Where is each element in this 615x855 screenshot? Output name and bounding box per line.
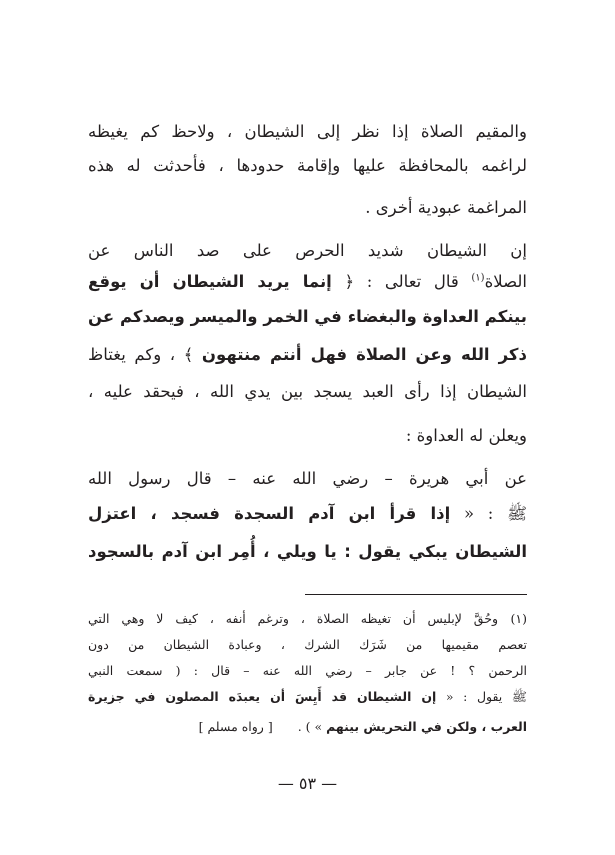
hadith-text: الشيطان يبكي يقول : يا ويلي ، أُمِر ابن آدم بالسجود <box>88 542 527 561</box>
body-line <box>88 268 527 296</box>
body-line: لراغمه بالمحافظة عليها وإقامة حدودها ، فأحدثت له هذه <box>88 156 527 175</box>
body-text: الصلاة <box>484 272 527 291</box>
quran-verse: إنما يريد الشيطان أن يوقع <box>88 272 332 291</box>
body-line: عن أبي هريرة – رضي الله عنه – قال رسول الله <box>88 469 527 488</box>
body-line: المراغمة عبودية أخرى . <box>365 198 527 217</box>
quran-verse: بينكم العداوة والبغضاء في الخمر والميسر ويصدكم عن <box>88 307 527 326</box>
body-line: والمقيم الصلاة إذا نظر إلى الشيطان ، ولاحظ كم يغيظه <box>88 122 527 141</box>
footnote-separator <box>305 594 527 595</box>
hadith-text: إن الشيطان قد أَيِسَ أن يعبدَه المصلون في جزيرة <box>88 689 437 704</box>
salawat-symbol: ﷺ <box>507 504 528 523</box>
footnote-line <box>88 608 527 630</box>
footnote-text: وحُقَّ لإبليس أن تغيظه الصلاة ، وترغم أنفه ، كيف لا وهي التي <box>88 611 498 626</box>
footnote-line: الرحمن ؟ ! عن جابر – رضي الله عنه – قال : ( سمعت النبي <box>88 663 527 678</box>
footnote-text: » ) . <box>297 719 327 734</box>
hadith-text: إذا قرأ ابن آدم السجدة فسجد ، اعتزل <box>88 504 451 523</box>
body-line: إن الشيطان شديد الحرص على صد الناس عن <box>88 241 527 260</box>
body-line: الشيطان إذا رأى العبد يسجد بين يدي الله ، فيحقد عليه ، <box>88 382 527 401</box>
hadith-text: العرب ، ولكن في التحريش بينهم <box>326 719 527 734</box>
footnote-reference: (١) <box>471 272 485 284</box>
body-line <box>88 341 527 369</box>
footnote-line <box>88 686 527 708</box>
body-text: قال تعالى : ﴿ <box>331 272 472 291</box>
body-text: : « <box>450 504 508 523</box>
salawat-symbol: ﷺ <box>511 689 527 704</box>
body-line <box>88 500 527 528</box>
hadith-source: [ رواه مسلم ] <box>198 719 273 734</box>
footnote-line: تعصم مقيميها من شَرَك الشرك ، وعبادة الشيطان من دون <box>88 637 527 652</box>
body-line: ويعلن له العداوة : <box>405 426 527 445</box>
body-text: ﴾ ، وكم يغتاظ <box>88 345 202 364</box>
quran-verse: ذكر الله وعن الصلاة فهل أنتم منتهون <box>201 345 527 364</box>
footnote-line <box>88 716 527 738</box>
footnote-text: يقول : « <box>436 689 512 704</box>
footnote-number: (١) <box>510 611 527 626</box>
page-number: — ٥٣ — <box>277 774 338 793</box>
